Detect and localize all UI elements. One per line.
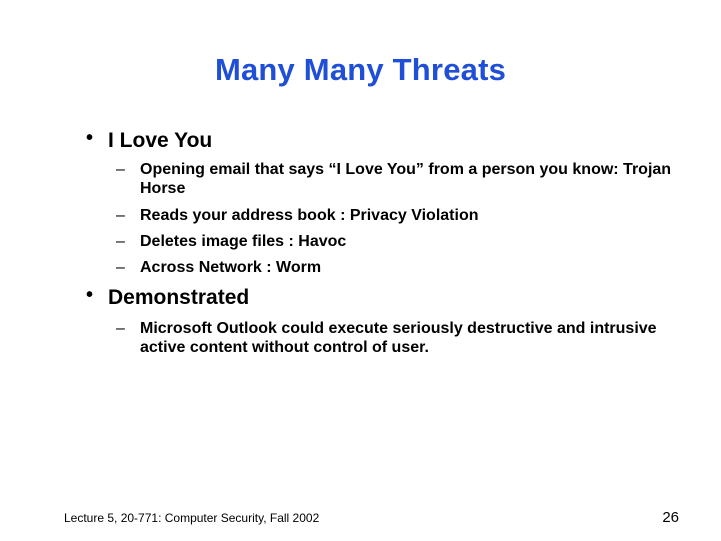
bullet-item-demonstrated bbox=[86, 285, 681, 364]
bullet-text: I Love You bbox=[108, 129, 213, 152]
footer-course-label: Lecture 5, 20-771: Computer Security, Fall 2002 bbox=[64, 511, 320, 525]
sub-marker: – bbox=[116, 161, 125, 178]
sub-item-text: Opening email that says “I Love You” from a person you know: Trojan Horse bbox=[140, 161, 672, 197]
sub-item bbox=[108, 232, 681, 251]
page-number: 26 bbox=[662, 509, 679, 526]
slide-title: Many Many Threats bbox=[214, 52, 507, 87]
sub-marker: – bbox=[116, 233, 125, 250]
sub-marker: – bbox=[116, 259, 125, 276]
bullet-text: Demonstrated bbox=[108, 286, 250, 309]
bullet-marker: • bbox=[86, 284, 94, 306]
sub-item-text: Microsoft Outlook could execute seriously destructive and intrusive active content without control of user. bbox=[140, 320, 657, 356]
sub-item bbox=[108, 319, 681, 357]
sub-item bbox=[108, 206, 681, 225]
bullet-item-i-love-you bbox=[86, 128, 681, 284]
sub-item bbox=[108, 160, 681, 198]
sub-item-text: Across Network : Worm bbox=[140, 259, 322, 276]
sub-item bbox=[108, 258, 681, 277]
sub-marker: – bbox=[116, 320, 125, 337]
sub-list bbox=[86, 319, 681, 357]
sub-item-text: Reads your address book : Privacy Violation bbox=[140, 207, 479, 224]
sub-item-text: Deletes image files : Havoc bbox=[140, 233, 347, 250]
bullet-marker: • bbox=[86, 127, 94, 149]
sub-list bbox=[86, 160, 681, 277]
sub-marker: – bbox=[116, 207, 125, 224]
